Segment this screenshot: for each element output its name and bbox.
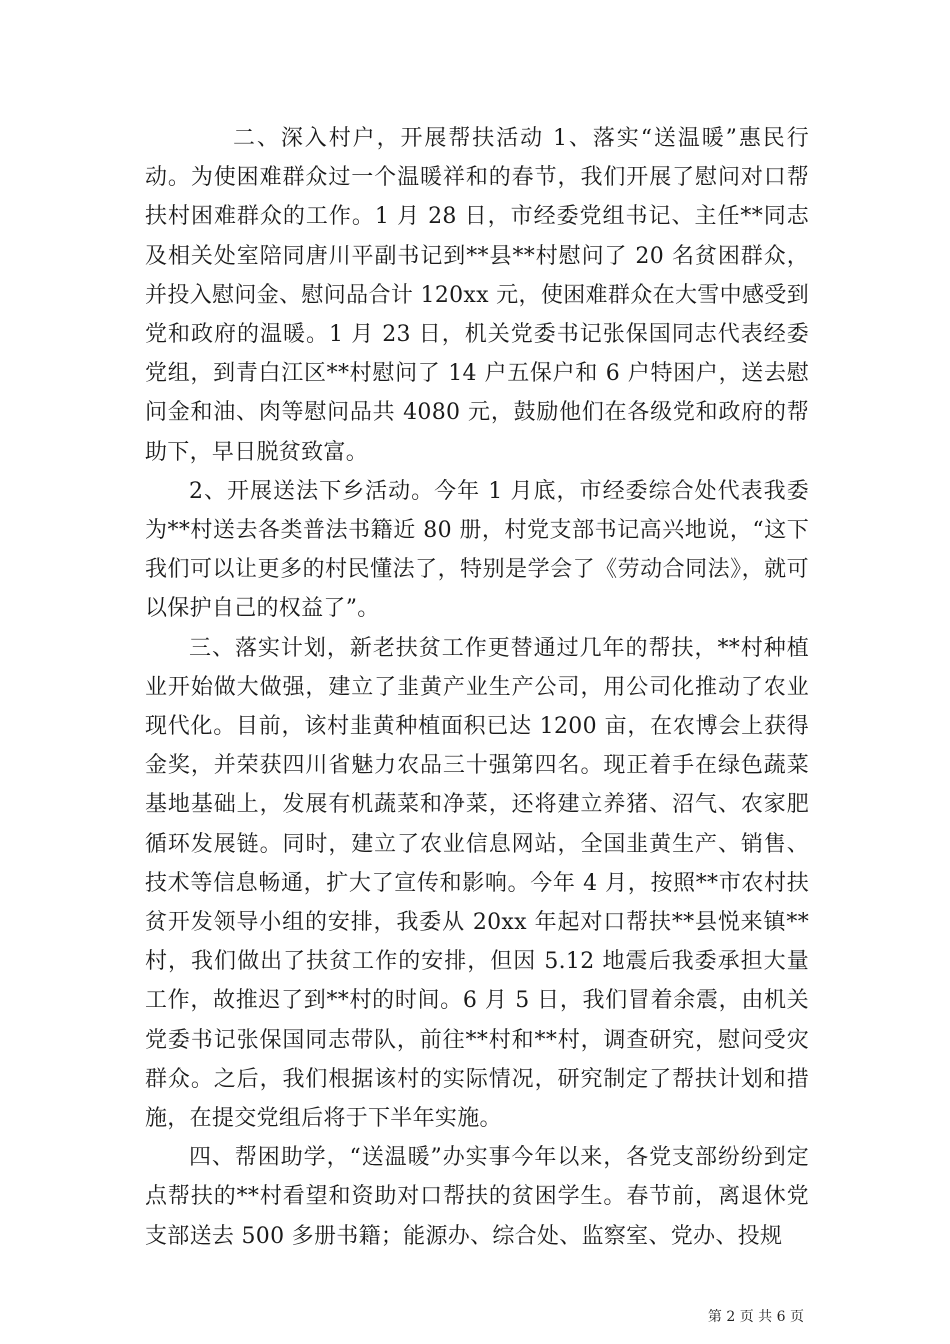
paragraph-3: 三、落实计划，新老扶贫工作更替通过几年的帮扶，**村种植业开始做大做强，建立了韭黄产业生产公司，用公司化推动了农业现代化。目前，该村韭黄种植面积已达 1200 亩，在农博会上获得金奖，并荣获四川省魅力农品三十强第四名。现正着手在绿色蔬菜基地基础上，发展有机蔬菜和净菜，还将建立养猪、沼气、农家肥循环发展链。同时，建立了农业信息网站，全国韭黄生产、销售、技术等信息畅通，扩大了宣传和影响。今年 4 月，按照**市农村扶贫开发领导小组的安排，我委从 20xx 年起对口帮扶**县悦来镇**村，我们做出了扶贫工作的安排，但因 5.12 地震后我委承担大量工作，故推迟了到**村的时间。6 月 5 日，我们冒着余震，由机关党委书记张保国同志带队，前往**村和**村，调查研究，慰问受灾群众。之后，我们根据该村的实际情况，研究制定了帮扶计划和措施，在提交党组后将于下半年实施。 [145,635,809,1132]
paragraph-1: 二、深入村户，开展帮扶活动 1、落实“送温暖”惠民行动。为使困难群众过一个温暖祥和的春节，我们开展了慰问对口帮扶村困难群众的工作。1 月 28 日，市经委党组书记、主任**同志及相关处室陪同唐川平副书记到**县**村慰问了 20 名贫困群众，并投入慰问金、慰问品合计 120xx 元，使困难群众在大雪中感受到党和政府的温暖。1 月 23 日，机关党委书记张保国同志代表经委党组，到青白江区**村慰问了 14 户五保户和 6 户特困户，送去慰问金和油、肉等慰问品共 4080 元，鼓励他们在各级党和政府的帮助下，早日脱贫致富。 [145,126,809,465]
paragraph-4: 四、帮困助学，“送温暖”办实事今年以来，各党支部纷纷到定点帮扶的**村看望和资助对口帮扶的贫困学生。春节前，离退休党支部送去 500 多册书籍；能源办、综合处、监察室、党办、投规 [145,1145,809,1249]
body-text [145,119,809,1256]
page-number-footer: 第 2 页 共 6 页 [707,1309,804,1325]
paragraph-2: 2、开展送法下乡活动。今年 1 月底，市经委综合处代表我委为**村送去各类普法书籍近 80 册，村党支部书记高兴地说，“这下我们可以让更多的村民懂法了，特别是学会了《劳动合同法》，就可以保护自己的权益了”。 [145,478,809,622]
